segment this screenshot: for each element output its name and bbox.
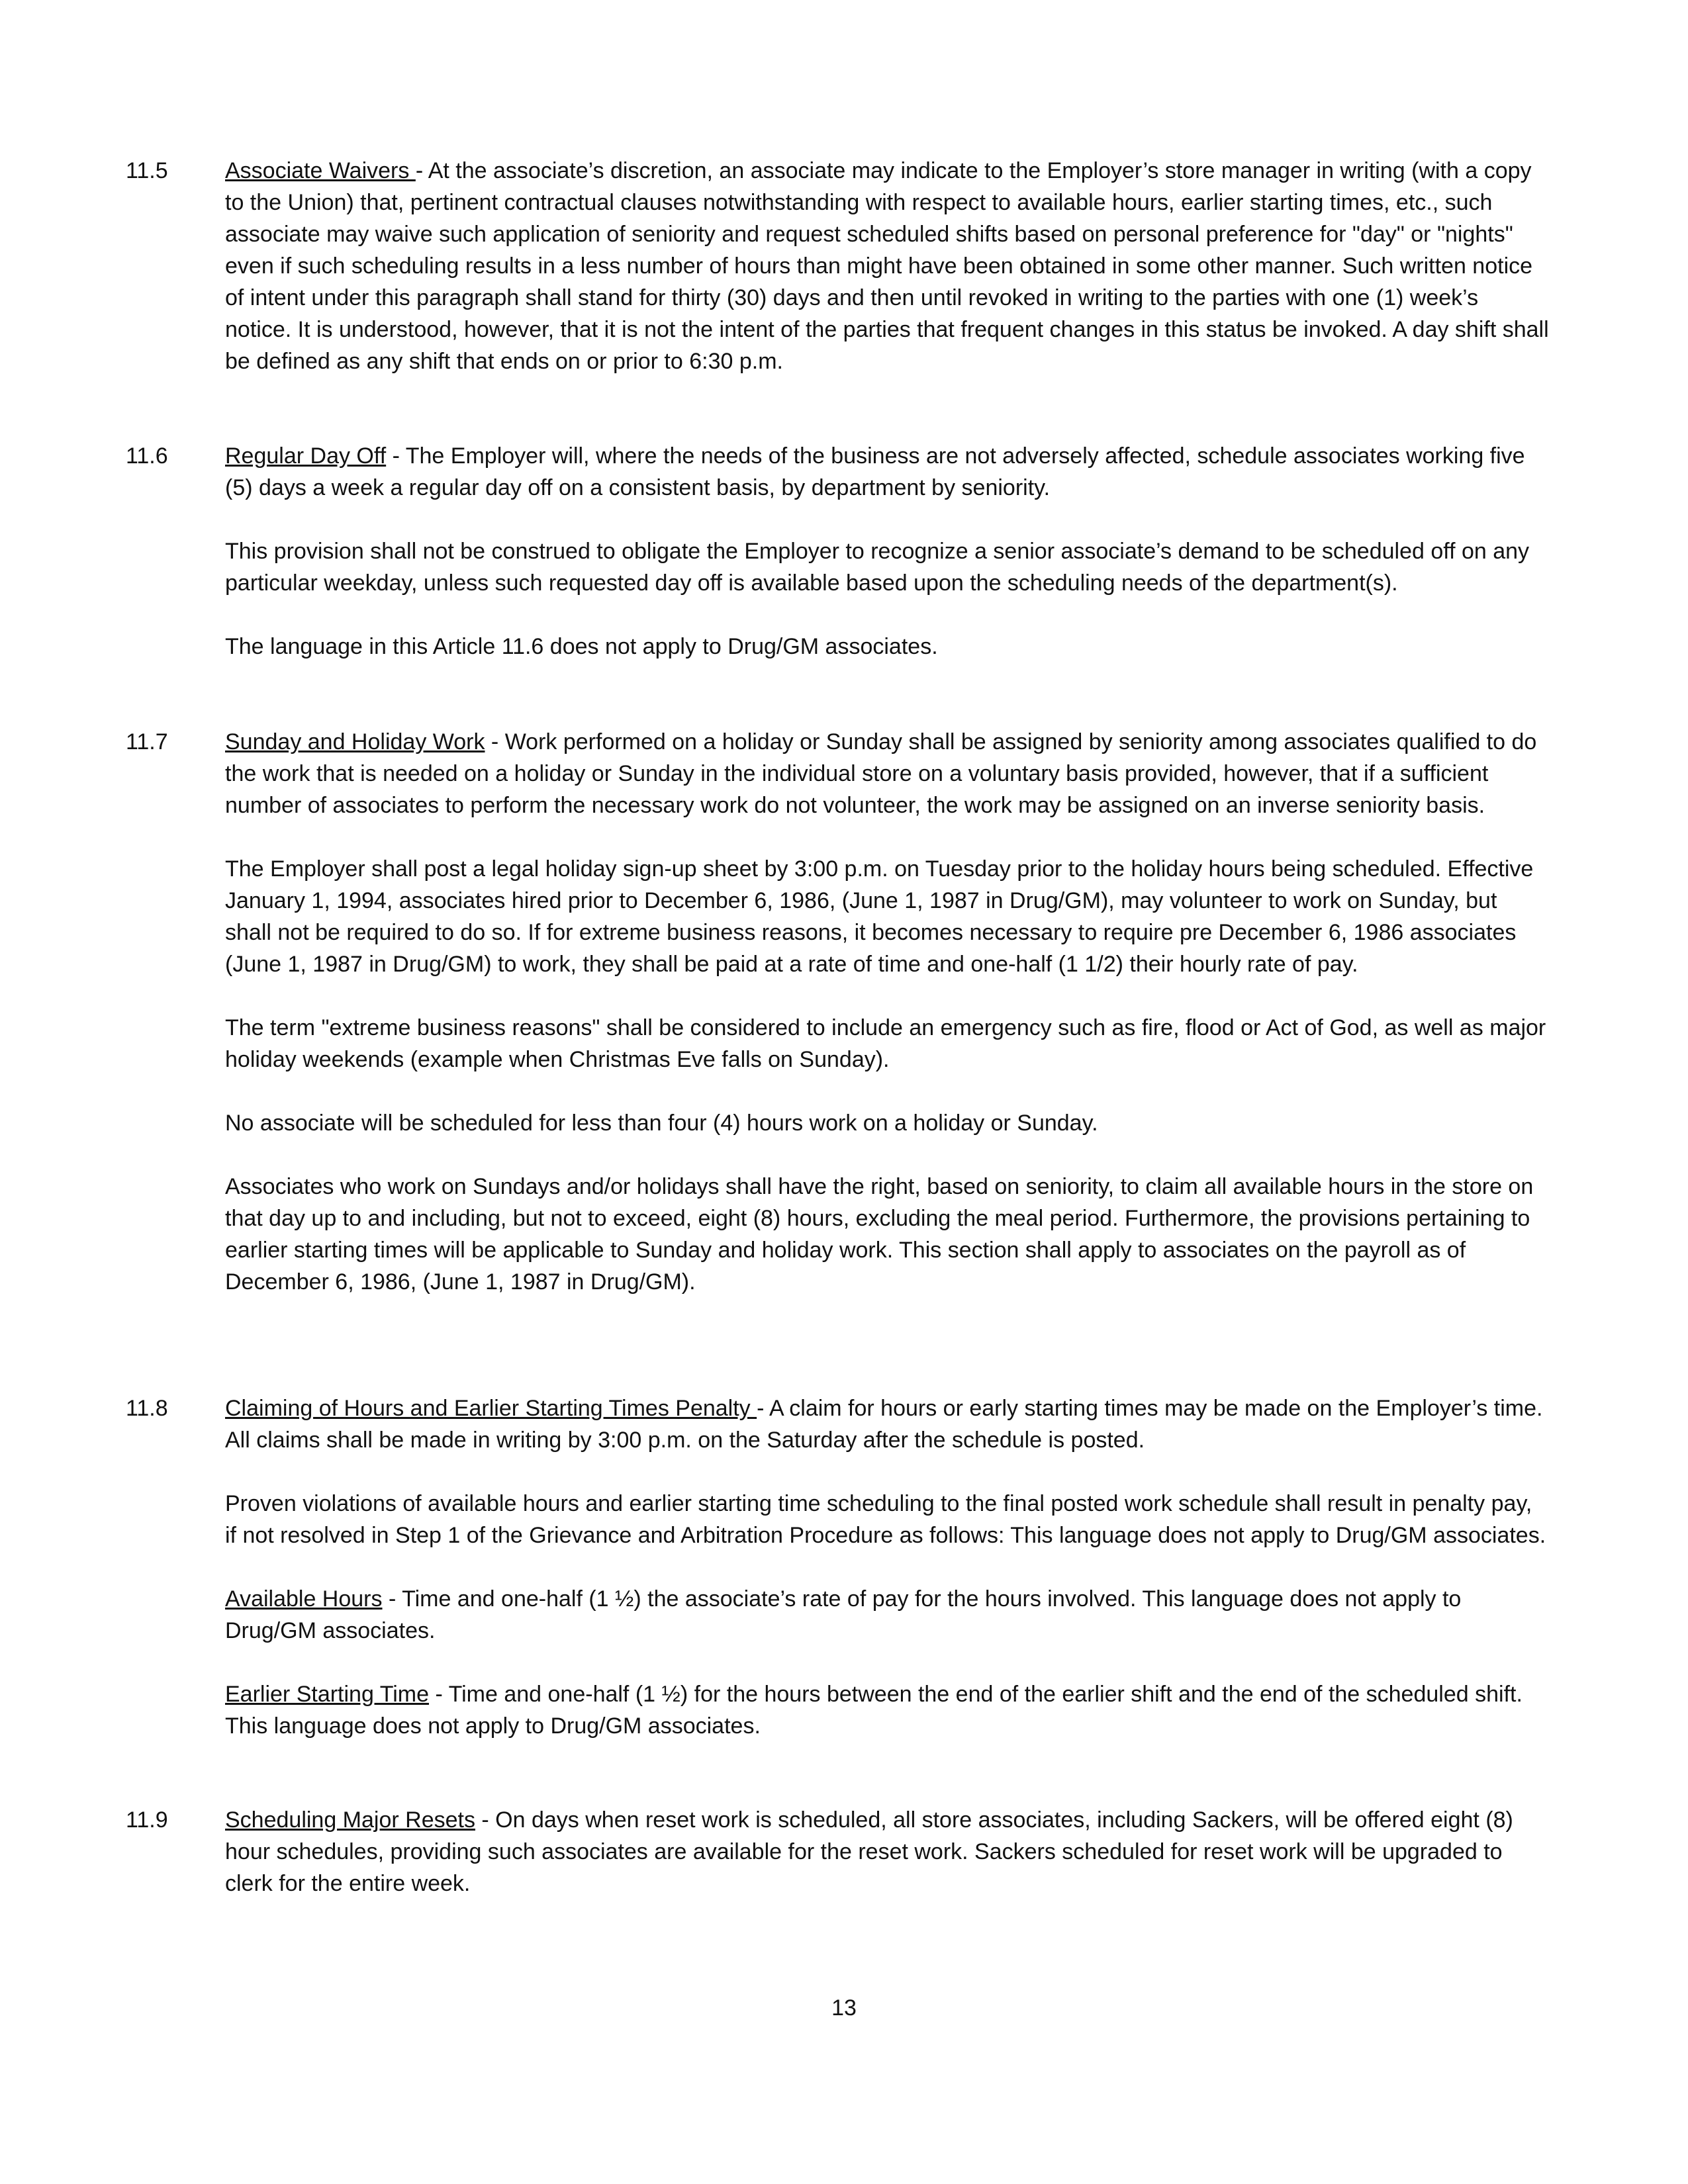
section-body (225, 1804, 1549, 1899)
section-number: 11.8 (126, 1396, 168, 1421)
section-number: 11.5 (126, 158, 168, 183)
paragraph (225, 1678, 1549, 1742)
paragraph: Proven violations of available hours and earlier starting time scheduling to the final posted work schedule shall result in penalty pay, if not resolved in Step 1 of the Grievance and Arbitration Procedure as follows: This language does not apply to Drug/GM associates. (225, 1491, 1546, 1548)
section-body (225, 726, 1549, 1298)
paragraph (225, 1804, 1549, 1899)
subsection-text: - Time and one-half (1 ½) for the hours between the end of the earlier shift and the end of the scheduled shift. This language does not apply to Drug/GM associates. (225, 1682, 1523, 1739)
section-text: - At the associate’s discretion, an associate may indicate to the Employer’s store manager in writing (with a copy to the Union) that, pertinent contractual clauses notwithstanding with respect to available hours, earlier starting times, etc., such associate may waive such application of seniority and request scheduled shifts based on personal preference for "day" or "nights" even if such scheduling results in a less number of hours than might have been obtained in some other manner. Such written notice of intent under this paragraph shall stand for thirty (30) days and then until revoked in writing to the parties with one (1) week’s notice. It is understood, however, that it is not the intent of the parties that frequent changes in this status be invoked. A day shift shall be defined as any shift that ends on or prior to 6:30 p.m. (225, 158, 1549, 374)
section-heading: Claiming of Hours and Earlier Starting Times Penalty (225, 1396, 757, 1421)
paragraph (225, 155, 1549, 377)
subsection-text: - Time and one-half (1 ½) the associate’s rate of pay for the hours involved. This language does not apply to Drug/GM associates. (225, 1586, 1462, 1643)
subsection-heading: Earlier Starting Time (225, 1682, 429, 1707)
paragraph: The Employer shall post a legal holiday sign-up sheet by 3:00 p.m. on Tuesday prior to the holiday hours being scheduled. Effective January 1, 1994, associates hired prior to December 6, 1986, (June 1, 1987 in Drug/GM), may volunteer to work on Sunday, but shall not be required to do so. If for extreme business reasons, it becomes necessary to require pre December 6, 1986 associates (June 1, 1987 in Drug/GM) to work, they shall be paid at a rate of time and one-half (1 1/2) their hourly rate of pay. (225, 856, 1534, 977)
section-number: 11.9 (126, 1807, 168, 1833)
section-heading: Sunday and Holiday Work (225, 729, 485, 754)
paragraph: The term "extreme business reasons" shall be considered to include an emergency such as fire, flood or Act of God, as well as major holiday weekends (example when Christmas Eve falls on Sunday). (225, 1015, 1546, 1072)
paragraph: The language in this Article 11.6 does not apply to Drug/GM associates. (225, 634, 938, 659)
paragraph (225, 1392, 1549, 1456)
section-body (225, 440, 1549, 662)
section-heading: Associate Waivers (225, 158, 416, 183)
subsection-heading: Available Hours (225, 1586, 383, 1612)
paragraph (225, 726, 1549, 821)
section-text: - On days when reset work is scheduled, all store associates, including Sackers, will be offered eight (8) hour schedules, providing such associates are available for the reset work. Sackers scheduled for reset work will be upgraded to clerk for the entire week. (225, 1807, 1513, 1896)
paragraph: Associates who work on Sundays and/or holidays shall have the right, based on seniority, to claim all available hours in the store on that day up to and including, but not to exceed, eight (8) hours, excluding the meal period. Furthermore, the provisions pertaining to earlier starting times will be applicable to Sunday and holiday work. This section shall apply to associates on the payroll as of December 6, 1986, (June 1, 1987 in Drug/GM). (225, 1174, 1534, 1295)
section-heading: Regular Day Off (225, 443, 387, 469)
section-body (225, 1392, 1549, 1742)
paragraph (225, 1583, 1549, 1647)
paragraph (225, 440, 1549, 504)
page-number: 13 (831, 1995, 857, 2021)
section-text: - The Employer will, where the needs of the business are not adversely affected, schedule associates working five (5) days a week a regular day off on a consistent basis, by department by seniority. (225, 443, 1525, 500)
section-body (225, 155, 1549, 377)
section-text: - A claim for hours or early starting times may be made on the Employer’s time. All claims shall be made in writing by 3:00 p.m. on the Saturday after the schedule is posted. (225, 1396, 1543, 1453)
section-number: 11.6 (126, 443, 168, 469)
section-text: - Work performed on a holiday or Sunday shall be assigned by seniority among associates qualified to do the work that is needed on a holiday or Sunday in the individual store on a voluntary basis provided, however, that if a sufficient number of associates to perform the necessary work do not volunteer, the work may be assigned on an inverse seniority basis. (225, 729, 1537, 818)
paragraph: No associate will be scheduled for less than four (4) hours work on a holiday or Sunday. (225, 1111, 1098, 1136)
section-heading: Scheduling Major Resets (225, 1807, 475, 1833)
paragraph: This provision shall not be construed to obligate the Employer to recognize a senior associate’s demand to be scheduled off on any particular weekday, unless such requested day off is available based upon the scheduling needs of the department(s). (225, 539, 1530, 596)
section-number: 11.7 (126, 729, 168, 754)
